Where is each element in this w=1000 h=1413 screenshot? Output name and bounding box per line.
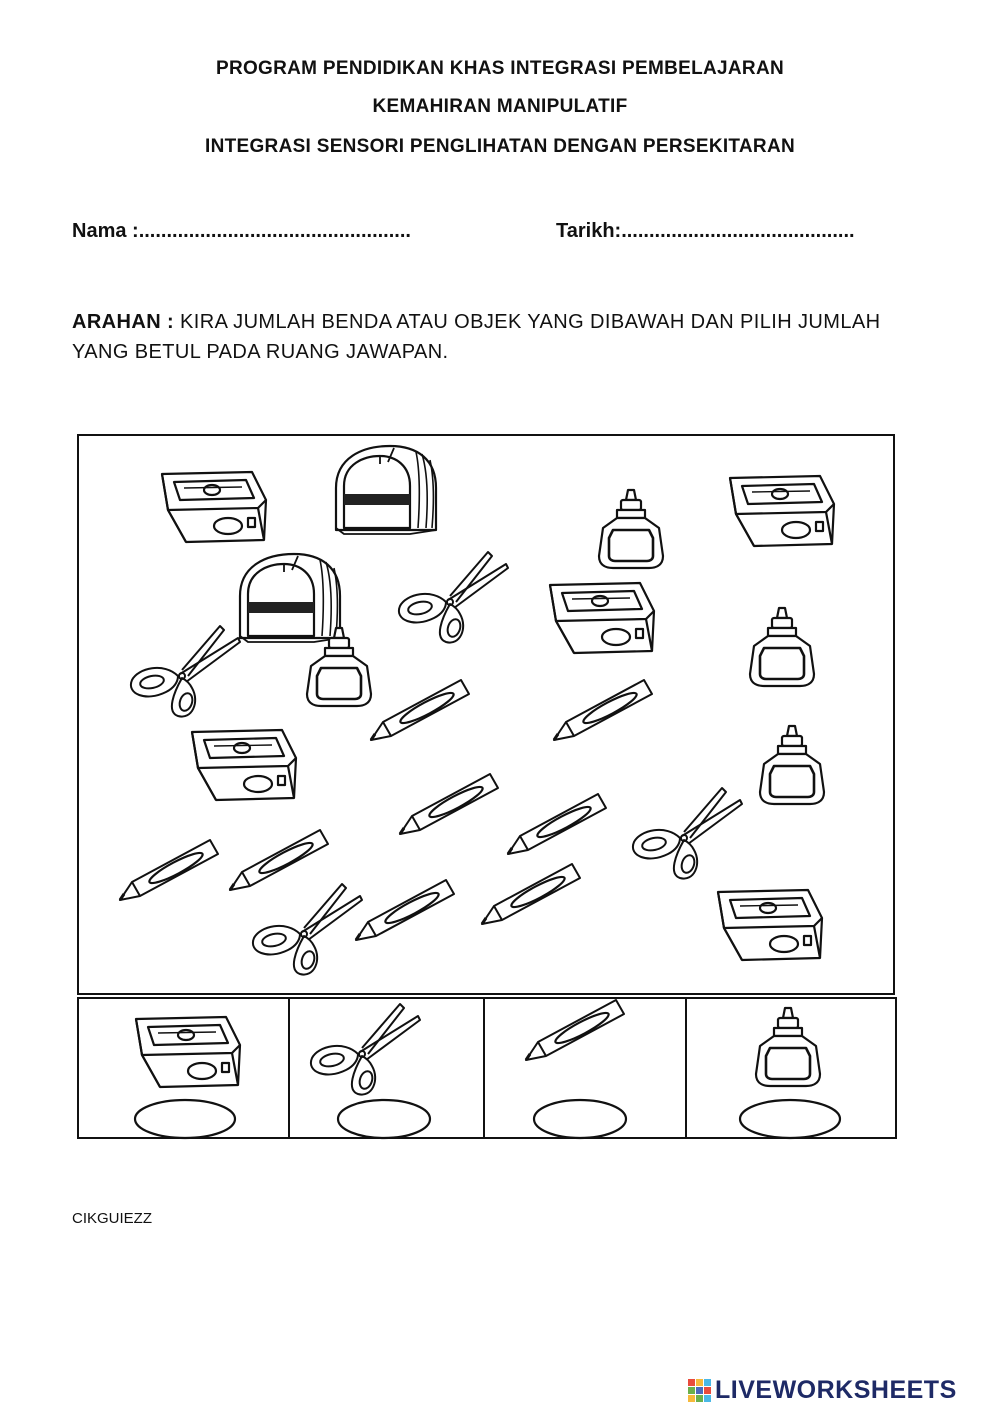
answer-glue-icon xyxy=(756,1008,820,1086)
sharpener-icon xyxy=(162,472,266,542)
glue-icon xyxy=(599,490,663,568)
scissors-icon xyxy=(633,788,742,879)
date-field: Tarikh:.......................................... xyxy=(556,220,855,242)
credit: CIKGUIEZZ xyxy=(72,1210,153,1227)
instruction-label: ARAHAN : xyxy=(72,311,175,333)
brand xyxy=(688,1376,957,1405)
title-line-3: INTEGRASI SENSORI PENGLIHATAN DENGAN PERSEKITARAN xyxy=(204,136,795,157)
school-bag-icon xyxy=(240,554,340,642)
sharpener-icon xyxy=(730,476,834,546)
answer-scissors-icon xyxy=(311,1004,420,1095)
crayon-icon xyxy=(230,830,328,890)
school-bag-icon xyxy=(336,446,436,534)
crayon-icon xyxy=(554,680,652,740)
title-line-1: PROGRAM PENDIDIKAN KHAS INTEGRASI PEMBELAJARAN xyxy=(215,58,784,79)
sharpener-icon xyxy=(192,730,296,800)
instruction-text: KIRA JUMLAH BENDA ATAU OBJEK YANG DIBAWAH DAN PILIH JUMLAH YANG BETUL PADA RUANG JAWAPAN. xyxy=(72,311,881,363)
crayon-icon xyxy=(120,840,218,900)
glue-icon xyxy=(750,608,814,686)
crayon-icon xyxy=(508,794,606,854)
sharpener-icon xyxy=(718,890,822,960)
answer-oval-scissors[interactable] xyxy=(338,1100,430,1138)
answer-oval-sharpener[interactable] xyxy=(135,1100,235,1138)
name-field: Nama :................................................. xyxy=(72,220,411,242)
glue-icon xyxy=(760,726,824,804)
scissors-icon xyxy=(399,552,508,643)
answer-sharpener-icon xyxy=(136,1017,240,1087)
scissors-icon xyxy=(131,626,240,717)
crayon-icon xyxy=(400,774,498,834)
brand-text: LIVEWORKSHEETS xyxy=(715,1376,957,1404)
glue-icon xyxy=(307,628,371,706)
answer-crayon-icon xyxy=(526,1000,624,1060)
answer-oval-crayon[interactable] xyxy=(534,1100,626,1138)
crayon-icon xyxy=(371,680,469,740)
liveworksheets-logo xyxy=(688,1379,711,1402)
crayon-icon xyxy=(356,880,454,940)
scissors-icon xyxy=(253,884,362,975)
crayon-icon xyxy=(482,864,580,924)
answer-oval-glue[interactable] xyxy=(740,1100,840,1138)
title-line-2: KEMAHIRAN MANIPULATIF xyxy=(372,96,628,117)
sharpener-icon xyxy=(550,583,654,653)
